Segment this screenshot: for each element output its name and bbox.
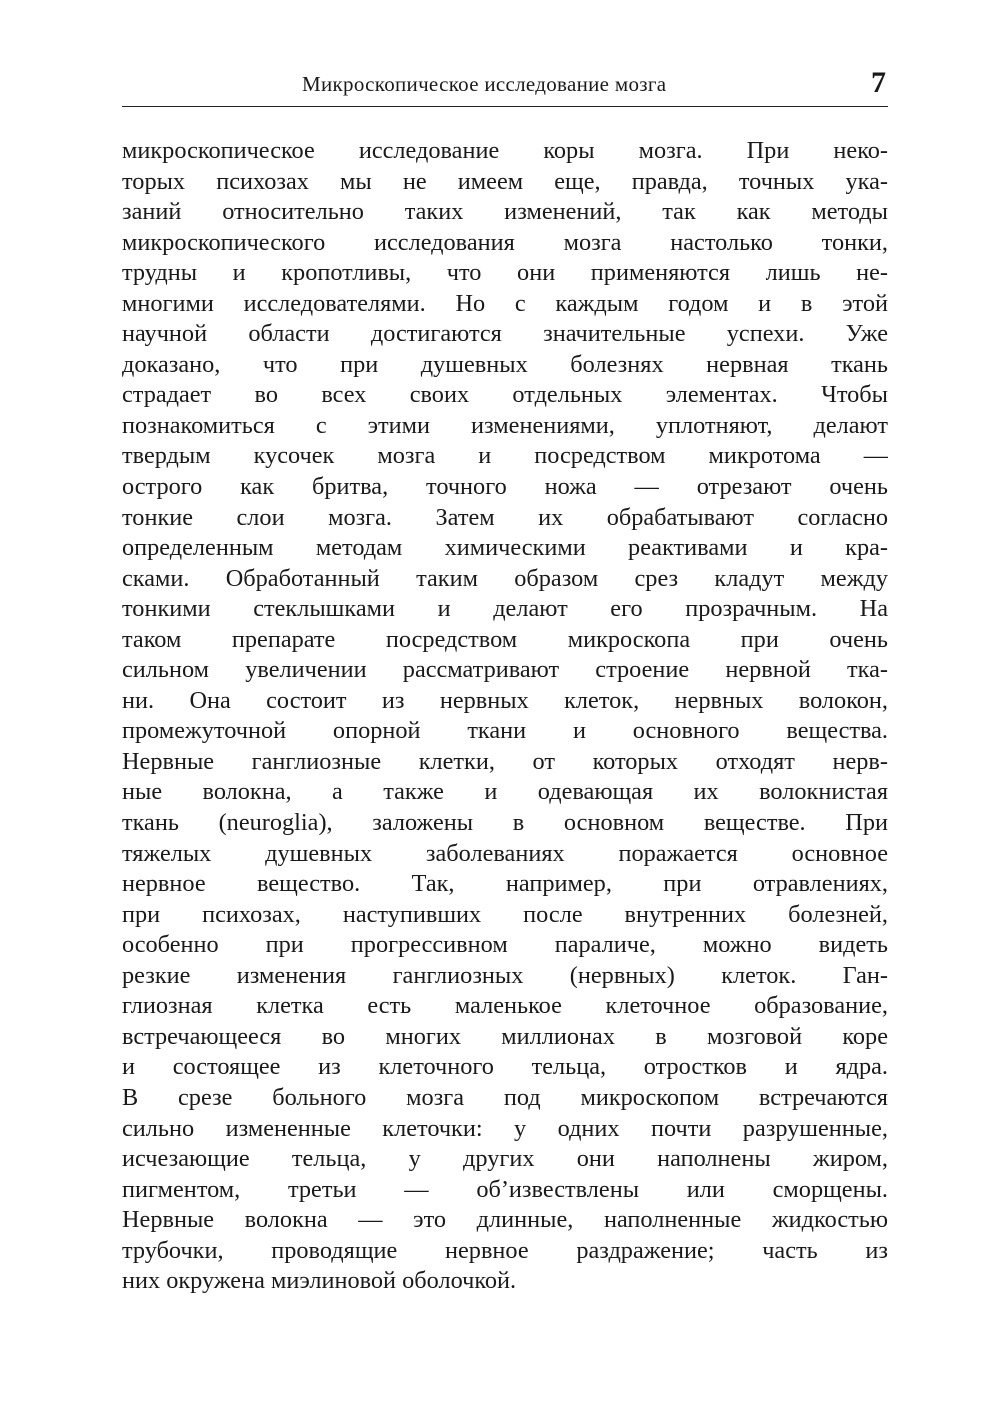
text-line: Нервные ганглиозные клетки, от которых отходят нерв- [122,747,888,775]
text-line: них окружена миэлиновой оболочкой. [122,1267,517,1295]
text-line: исчезающие тельца, у других они наполнены жиром, [122,1145,888,1173]
text-line: В срезе больного мозга под микроскопом встречаются [122,1083,888,1111]
text-line: глиозная клетка есть маленькое клеточное образование, [122,992,888,1020]
running-head [122,66,888,107]
text-line: тонкими стеклышками и делают его прозрачным. На [122,595,888,623]
text-line: твердым кусочек мозга и посредством микротома — [122,442,888,470]
text-line: пигментом, третьи — об’извествлены или сморщены. [122,1175,888,1203]
text-line: научной области достигаются значительные успехи. Уже [122,320,888,348]
text-line: и состоящее из клеточного тельца, отростков и ядра. [122,1053,888,1081]
text-line: острого как бритва, точного ножа — отрезают очень [122,473,888,501]
text-line: ни. Она состоит из нервных клеток, нервных волокон, [122,686,888,714]
text-line: многими исследователями. Но с каждым годом и в этой [122,289,888,317]
text-line: трубочки, проводящие нервное раздражение; часть из [122,1236,888,1264]
text-line: заний относительно таких изменений, так как методы [122,198,888,226]
text-line: таком препарате посредством микроскопа при очень [122,625,888,653]
text-line: промежуточной опорной ткани и основного вещества. [122,717,888,745]
text-line: нервное вещество. Так, например, при отравлениях, [122,870,888,898]
text-line: при психозах, наступивших после внутренних болезней, [122,900,888,928]
text-line: ные волокна, а также и одевающая их волокнистая [122,778,888,806]
text-line: сильно измененные клеточки: у одних почти разрушенные, [122,1114,888,1142]
text-line: познакомиться с этими изменениями, уплотняют, делают [122,411,888,439]
text-line: резкие изменения ганглиозных (нервных) клеток. Ган- [122,961,888,989]
text-line: сками. Обработанный таким образом срез кладут между [122,564,888,592]
text-line: встречающееся во многих миллионах в мозговой коре [122,1022,888,1050]
text-line: трудны и кропотливы, что они применяются лишь не- [122,259,888,287]
text-line: особенно при прогрессивном параличе, можно видеть [122,931,888,959]
text-line: тяжелых душевных заболеваниях поражается основное [122,839,888,867]
text-line: торых психозах мы не имеем еще, правда, точных ука- [122,167,888,195]
text-line: доказано, что при душевных болезнях нервная ткань [122,350,888,378]
text-line: тонкие слои мозга. Затем их обрабатывают согласно [122,503,888,531]
body-text [122,136,888,1297]
text-line: микроскопическое исследование коры мозга. При неко- [122,137,888,164]
text-line: микроскопического исследования мозга настолько тонки, [122,228,888,256]
text-line: страдает во всех своих отдельных элементах. Чтобы [122,381,888,409]
page-number: 7 [871,66,886,99]
text-line: определенным методам химическими реактивами и кра- [122,534,888,562]
text-line: Нервные волокна — это длинные, наполненные жидкостью [122,1206,888,1234]
text-line: сильном увеличении рассматривают строение нервной тка- [122,656,888,684]
running-title: Микроскопическое исследование мозга [302,72,667,96]
text-line: ткань (neuroglia), заложены в основном веществе. При [122,809,888,837]
